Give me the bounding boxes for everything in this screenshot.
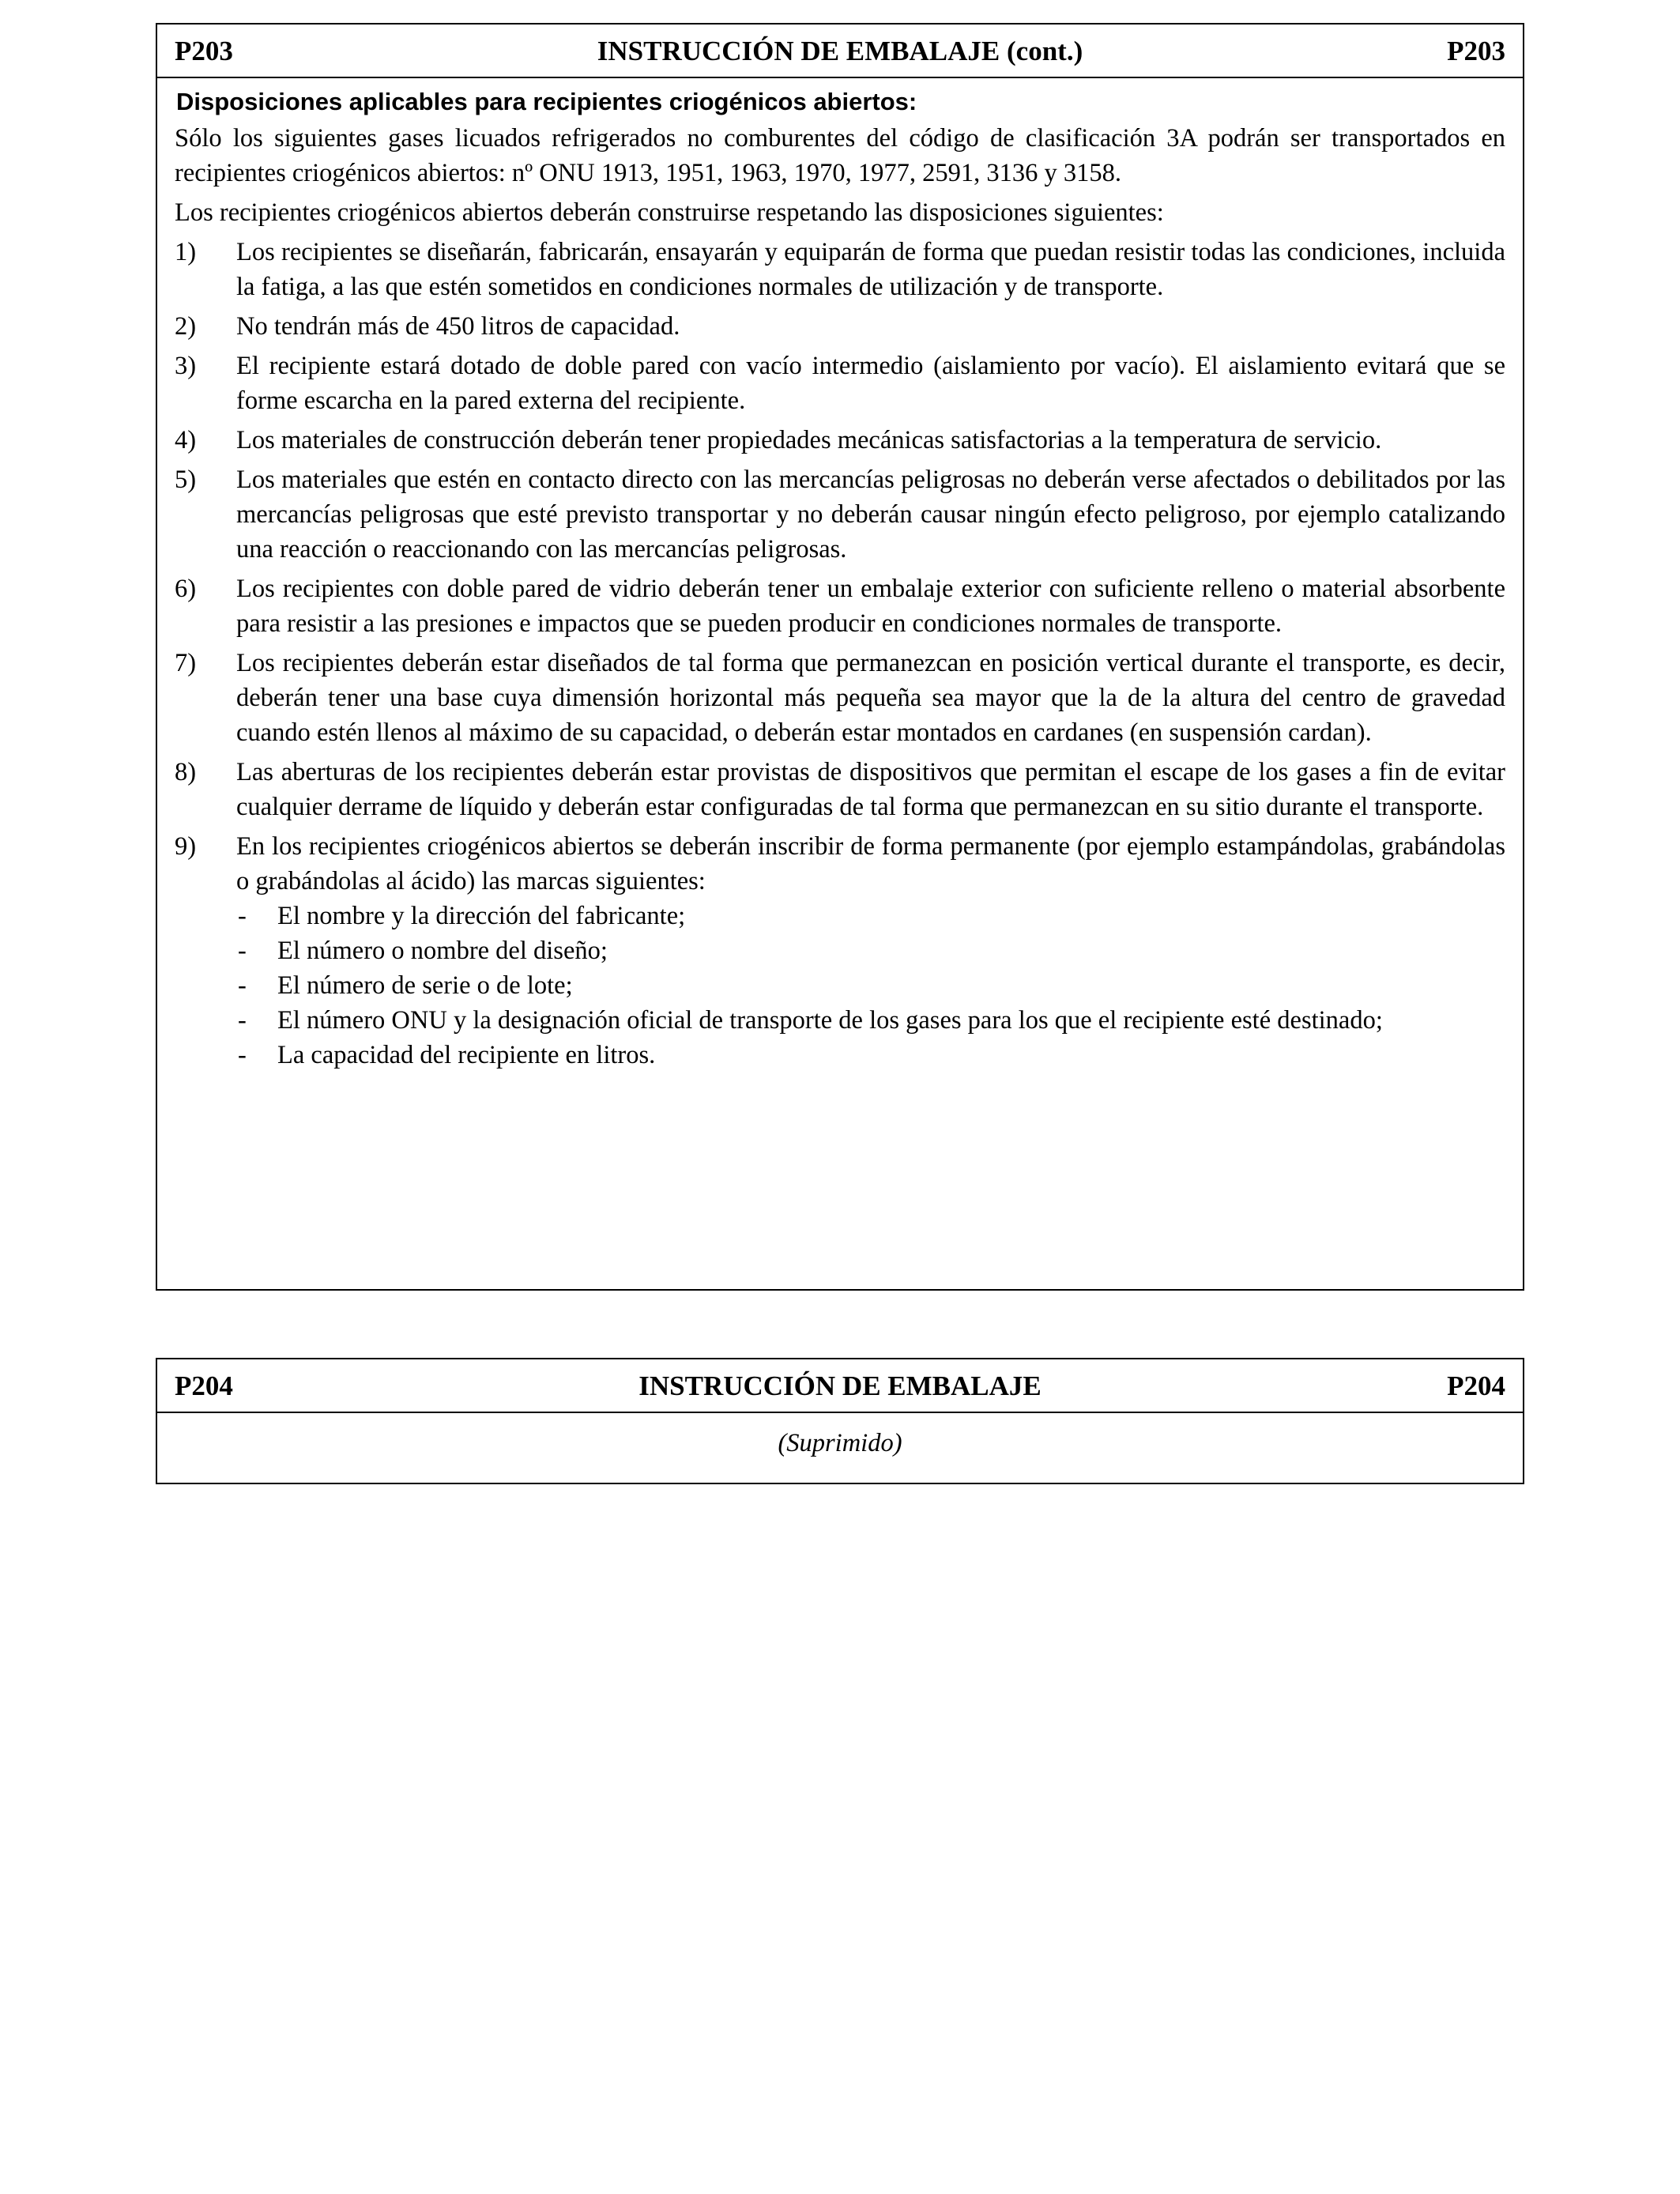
item-text: No tendrán más de 450 litros de capacidad.	[236, 312, 680, 341]
list-item	[236, 899, 1505, 933]
p203-title: INSTRUCCIÓN DE EMBALAJE (cont.)	[597, 36, 1083, 66]
list-item	[236, 1003, 1505, 1038]
item-number: 6)	[175, 575, 197, 603]
item-text: Los recipientes se diseñarán, fabricarán, ensayarán y equiparán de forma que puedan resistir todas las condiciones, incluida la fatiga, a las que estén sometidos en condiciones normales de utilización y de transporte.	[236, 238, 1505, 301]
mark-text: La capacidad del recipiente en litros.	[277, 1041, 656, 1069]
p204-title: INSTRUCCIÓN DE EMBALAJE	[638, 1370, 1042, 1401]
p204-code-left: P204	[175, 1370, 233, 1401]
p203-subtitle: Disposiciones aplicables para recipientes criogénicos abiertos:	[176, 88, 917, 115]
item-text: Los materiales de construcción deberán tener propiedades mecánicas satisfactorias a la temperatura de servicio.	[236, 426, 1382, 454]
item-number: 7)	[175, 649, 197, 677]
dash-bullet: -	[238, 971, 247, 1000]
list-item	[236, 1038, 1505, 1072]
list-item	[236, 933, 1505, 968]
item-text: Los materiales que estén en contacto directo con las mercancías peligrosas no deberán verse afectados o debilitados por las mercancías peligrosas que esté previsto transportar y no deberán causar ningún efecto peligroso, por ejemplo catalizando una reacción o reaccionando con las mercancías peligrosas.	[236, 466, 1505, 564]
p203-code-right: P203	[1447, 36, 1505, 66]
p203-body	[157, 78, 1523, 1072]
p203-item-4	[175, 423, 1505, 458]
item-number: 4)	[175, 426, 197, 454]
dash-bullet: -	[238, 1006, 247, 1035]
item-number: 3)	[175, 352, 197, 380]
item-text: En los recipientes criogénicos abiertos se deberán inscribir de forma permanente (por ejemplo estampándolas, grabándolas o grabándolas al ácido) las marcas siguientes:	[236, 832, 1505, 895]
p204-suppressed-note: (Suprimido)	[778, 1429, 902, 1457]
p203-instruction-box	[156, 23, 1524, 1291]
dash-bullet: -	[238, 902, 247, 930]
item-number: 1)	[175, 238, 197, 266]
p203-item-8	[175, 755, 1505, 824]
item-text: Los recipientes deberán estar diseñados de tal forma que permanezcan en posición vertical durante el transporte, es decir, deberán tener una base cuya dimensión horizontal más pequeña sea mayor que la de la altura del centro de gravedad cuando estén llenos al máximo de su capacidad, o deberán estar montados en cardanes (en suspensión cardan).	[236, 649, 1505, 747]
mark-text: El número ONU y la designación oficial de transporte de los gases para los que el recipiente esté destinado;	[277, 1006, 1383, 1035]
dash-bullet: -	[238, 1041, 247, 1069]
item-text: El recipiente estará dotado de doble pared con vacío intermedio (aislamiento por vacío). El aislamiento evitará que se forme escarcha en la pared externa del recipiente.	[236, 352, 1505, 415]
p204-header	[157, 1359, 1523, 1413]
p203-code-left: P203	[175, 36, 233, 66]
p203-item-9	[175, 829, 1505, 1072]
item-number: 5)	[175, 466, 197, 494]
p203-item-2	[175, 309, 1505, 344]
p203-intro: Sólo los siguientes gases licuados refrigerados no comburentes del código de clasificación 3A podrán ser transportados en recipientes criogénicos abiertos: nº ONU 1913, 1951, 1963, 1970, 1977, 2591, 3136 y 3158.	[175, 124, 1505, 187]
p203-item-5	[175, 462, 1505, 567]
list-item	[236, 968, 1505, 1003]
item-number: 9)	[175, 832, 197, 861]
item-text: Los recipientes con doble pared de vidrio deberán tener un embalaje exterior con suficiente relleno o material absorbente para resistir a las presiones e impactos que se pueden producir en condiciones normales de transporte.	[236, 575, 1505, 638]
p203-item-6	[175, 571, 1505, 641]
p203-lead: Los recipientes criogénicos abiertos deberán construirse respetando las disposiciones siguientes:	[175, 198, 1164, 227]
mark-text: El número de serie o de lote;	[277, 971, 573, 1000]
item-number: 2)	[175, 312, 197, 341]
mark-text: El nombre y la dirección del fabricante;	[277, 902, 686, 930]
p204-code-right: P204	[1447, 1370, 1505, 1401]
mark-text: El número o nombre del diseño;	[277, 937, 608, 965]
p204-instruction-box	[156, 1358, 1524, 1484]
item-text: Las aberturas de los recipientes deberán estar provistas de dispositivos que permitan el escape de los gases a fin de evitar cualquier derrame de líquido y deberán estar configuradas de tal forma que permanezcan en su sitio durante el transporte.	[236, 758, 1505, 821]
p203-item-3	[175, 349, 1505, 418]
dash-bullet: -	[238, 937, 247, 965]
p203-item-1	[175, 235, 1505, 304]
p203-marks-list	[236, 899, 1505, 1072]
p203-header	[157, 25, 1523, 78]
p203-item-7	[175, 646, 1505, 750]
item-number: 8)	[175, 758, 197, 786]
